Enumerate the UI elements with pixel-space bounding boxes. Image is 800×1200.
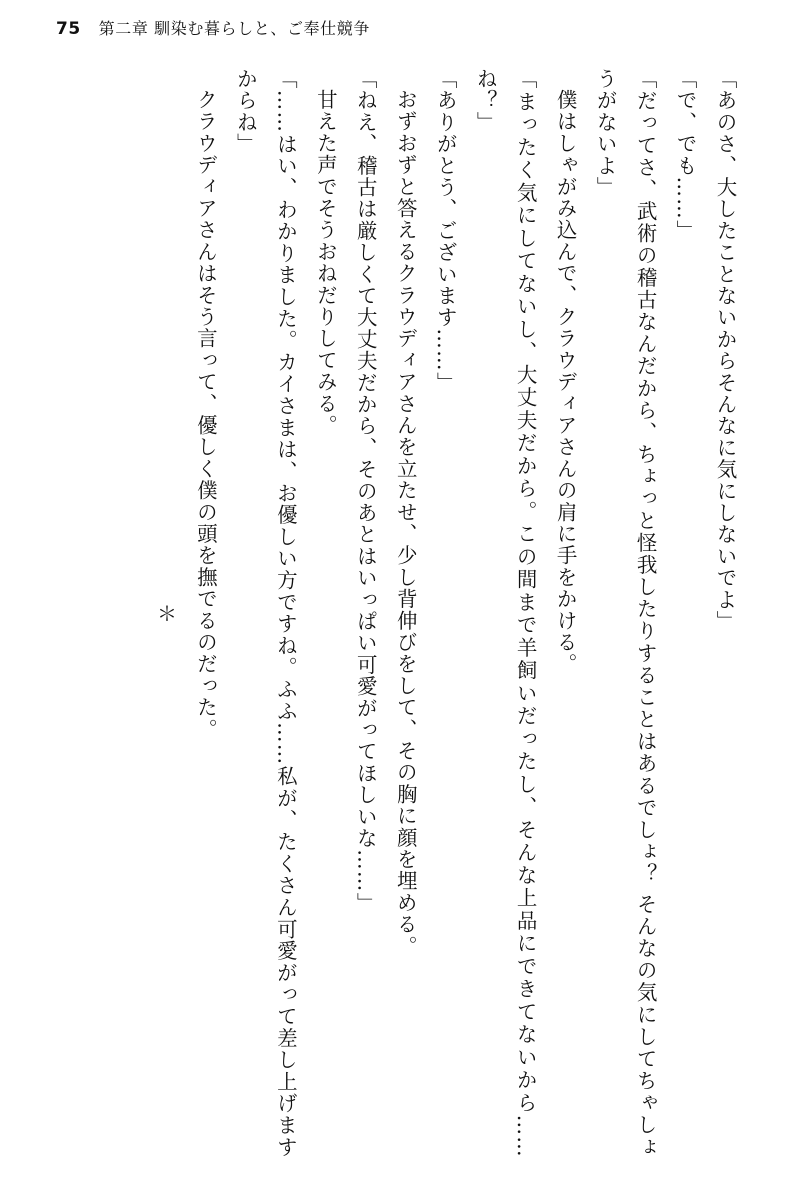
body-paragraph: 「ありがとう、ございます……」 <box>433 68 458 394</box>
body-paragraph: おずおずと答えるクラウディアさんを立たせ、少し背伸びをして、その胸に顔を埋める。 <box>393 88 418 957</box>
body-paragraph: 「……はい、わかりました。カイさまは、お優しい方ですね。ふふ……私が、たくさん可愛がって差し上げますからね」 <box>233 68 298 1158</box>
body-paragraph: 「まったく気にしてないし、大丈夫だから。この間まで羊飼いだったし、そんな上品にできてないから……ね？」 <box>473 68 538 1158</box>
body-paragraph: 僕はしゃがみ込んで、クラウディアさんの肩に手をかける。 <box>553 88 578 675</box>
chapter-title: 第二章 馴染む暮らしと、ご奉仕競争 <box>98 19 370 38</box>
body-paragraph: クラウディアさんはそう言って、優しく僕の頭を撫でるのだった。 <box>193 88 218 740</box>
vertical-text-block <box>145 68 744 1158</box>
body-paragraph: 「だってさ、武術の稽古なんだから、ちょっと怪我したりすることはあるでしょ？ そんなの気にしてちゃしょうがないよ」 <box>593 68 658 1158</box>
header-divider <box>56 52 744 53</box>
body-paragraph: 「あのさ、大したことないからそんなに気にしないでよ」 <box>713 68 737 633</box>
body-paragraph: 甘えた声でそうおねだりしてみる。 <box>313 88 338 436</box>
running-head <box>56 16 744 46</box>
body-paragraph: 「ねえ、稽古は厳しくて大丈夫だから、そのあとはいっぱい可愛がってほしいな……」 <box>353 68 378 915</box>
page-body <box>56 68 744 1176</box>
page-number: 75 <box>56 19 81 39</box>
scene-break-marker: ＊ <box>153 603 178 623</box>
body-paragraph: 「で、でも……」 <box>673 68 698 242</box>
